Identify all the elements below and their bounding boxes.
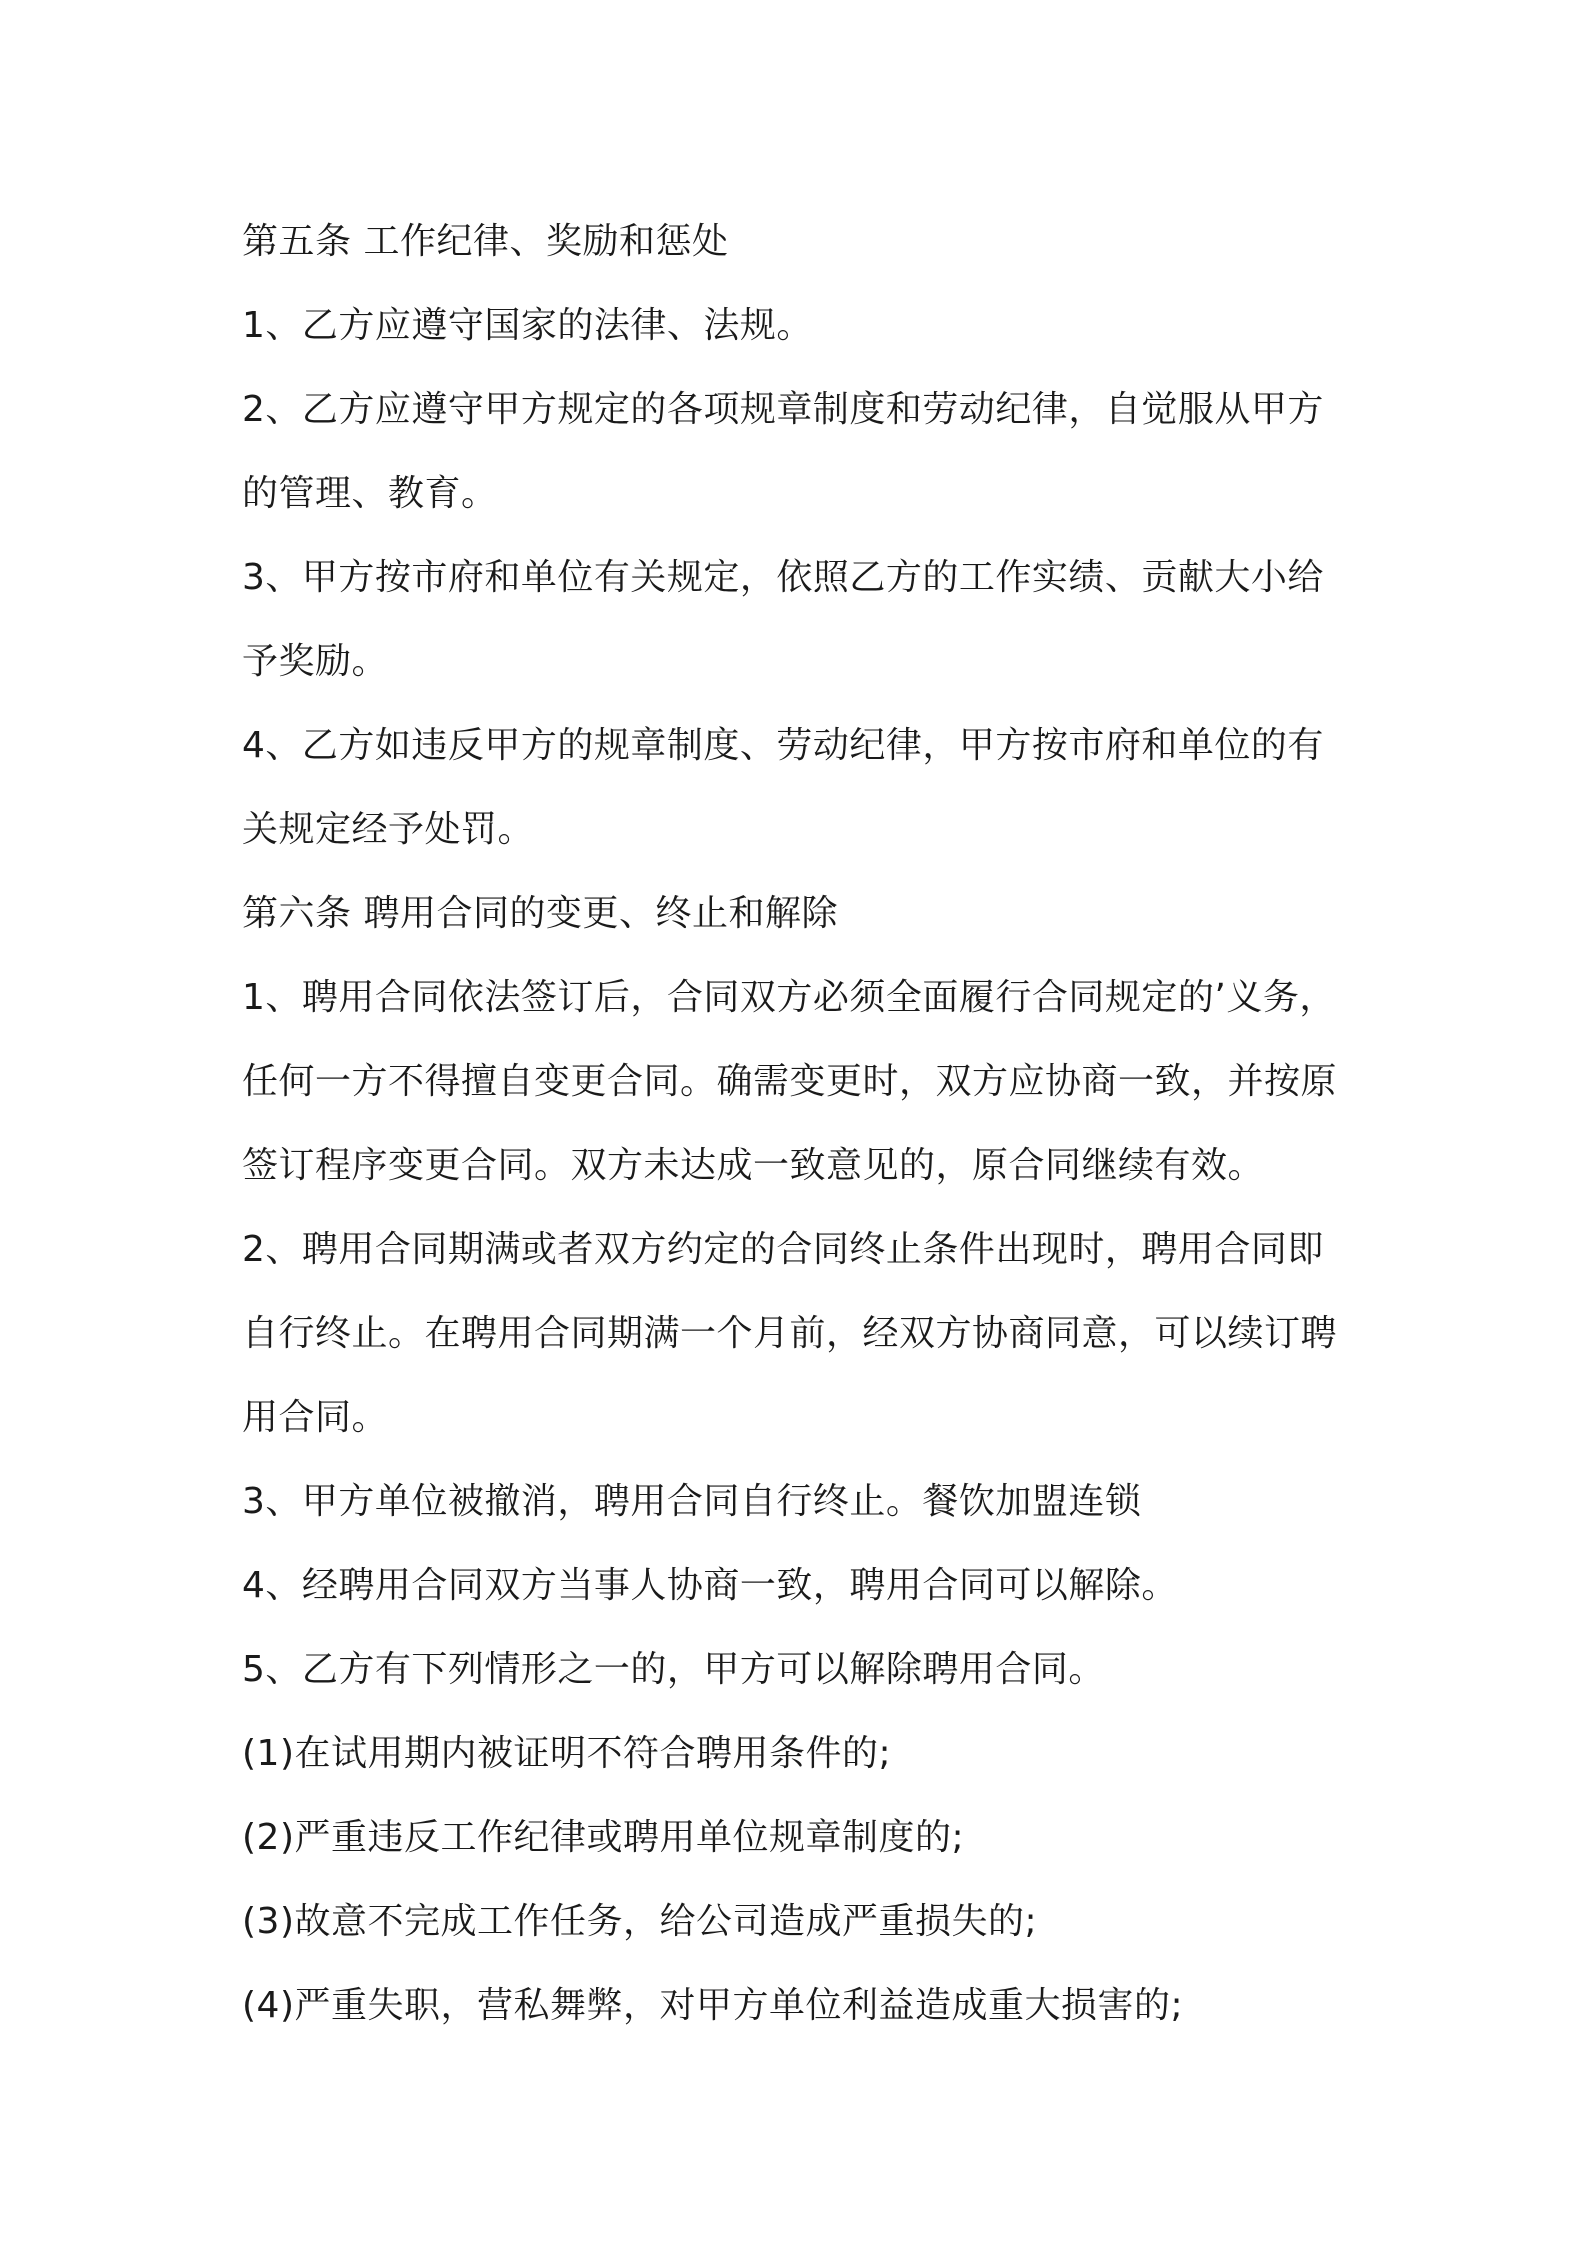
article-6-clause-1-cont: 签订程序变更合同。双方未达成一致意见的，原合同继续有效。 xyxy=(242,1145,1265,1186)
article-6-clause-4: 4、经聘用合同双方当事人协商一致，聘用合同可以解除。 xyxy=(242,1565,1178,1606)
article-5-clause-3: 3、甲方按市府和单位有关规定，依照乙方的工作实绩、贡献大小给 xyxy=(242,557,1324,598)
article-6-clause-2-cont: 用合同。 xyxy=(242,1397,389,1438)
article-6-clause-1: 1、聘用合同依法签订后，合同双方必须全面履行合同规定的’义务， xyxy=(242,977,1336,1018)
article-6-clause-2-cont: 自行终止。在聘用合同期满一个月前，经双方协商同意，可以续订聘 xyxy=(242,1313,1338,1354)
document-body xyxy=(242,200,1362,2048)
article-6-clause-5-item-4: (4)严重失职，营私舞弊，对甲方单位利益造成重大损害的; xyxy=(242,1985,1184,2026)
article-6-clause-5-item-3: (3)故意不完成工作任务，给公司造成严重损失的; xyxy=(242,1901,1038,1942)
article-6-clause-5: 5、乙方有下列情形之一的，甲方可以解除聘用合同。 xyxy=(242,1649,1105,1690)
article-5-heading: 第五条 工作纪律、奖励和惩处 xyxy=(242,221,729,262)
article-5-clause-4: 4、乙方如违反甲方的规章制度、劳动纪律，甲方按市府和单位的有 xyxy=(242,725,1324,766)
article-5-clause-2-cont: 的管理、教育。 xyxy=(242,473,498,514)
article-6-clause-2: 2、聘用合同期满或者双方约定的合同终止条件出现时，聘用合同即 xyxy=(242,1229,1324,1270)
article-5-clause-3-cont: 予奖励。 xyxy=(242,641,389,682)
article-6-clause-3: 3、甲方单位被撤消，聘用合同自行终止。餐饮加盟连锁 xyxy=(242,1481,1142,1522)
article-5-clause-2: 2、乙方应遵守甲方规定的各项规章制度和劳动纪律，自觉服从甲方 xyxy=(242,389,1324,430)
article-6-clause-5-item-2: (2)严重违反工作纪律或聘用单位规章制度的; xyxy=(242,1817,965,1858)
article-6-heading: 第六条 聘用合同的变更、终止和解除 xyxy=(242,893,838,934)
article-5-clause-1: 1、乙方应遵守国家的法律、法规。 xyxy=(242,305,813,346)
article-6-clause-5-item-1: (1)在试用期内被证明不符合聘用条件的; xyxy=(242,1733,892,1774)
article-6-clause-1-cont: 任何一方不得擅自变更合同。确需变更时，双方应协商一致，并按原 xyxy=(242,1061,1338,1102)
article-5-clause-4-cont: 关规定经予处罚。 xyxy=(242,809,535,850)
